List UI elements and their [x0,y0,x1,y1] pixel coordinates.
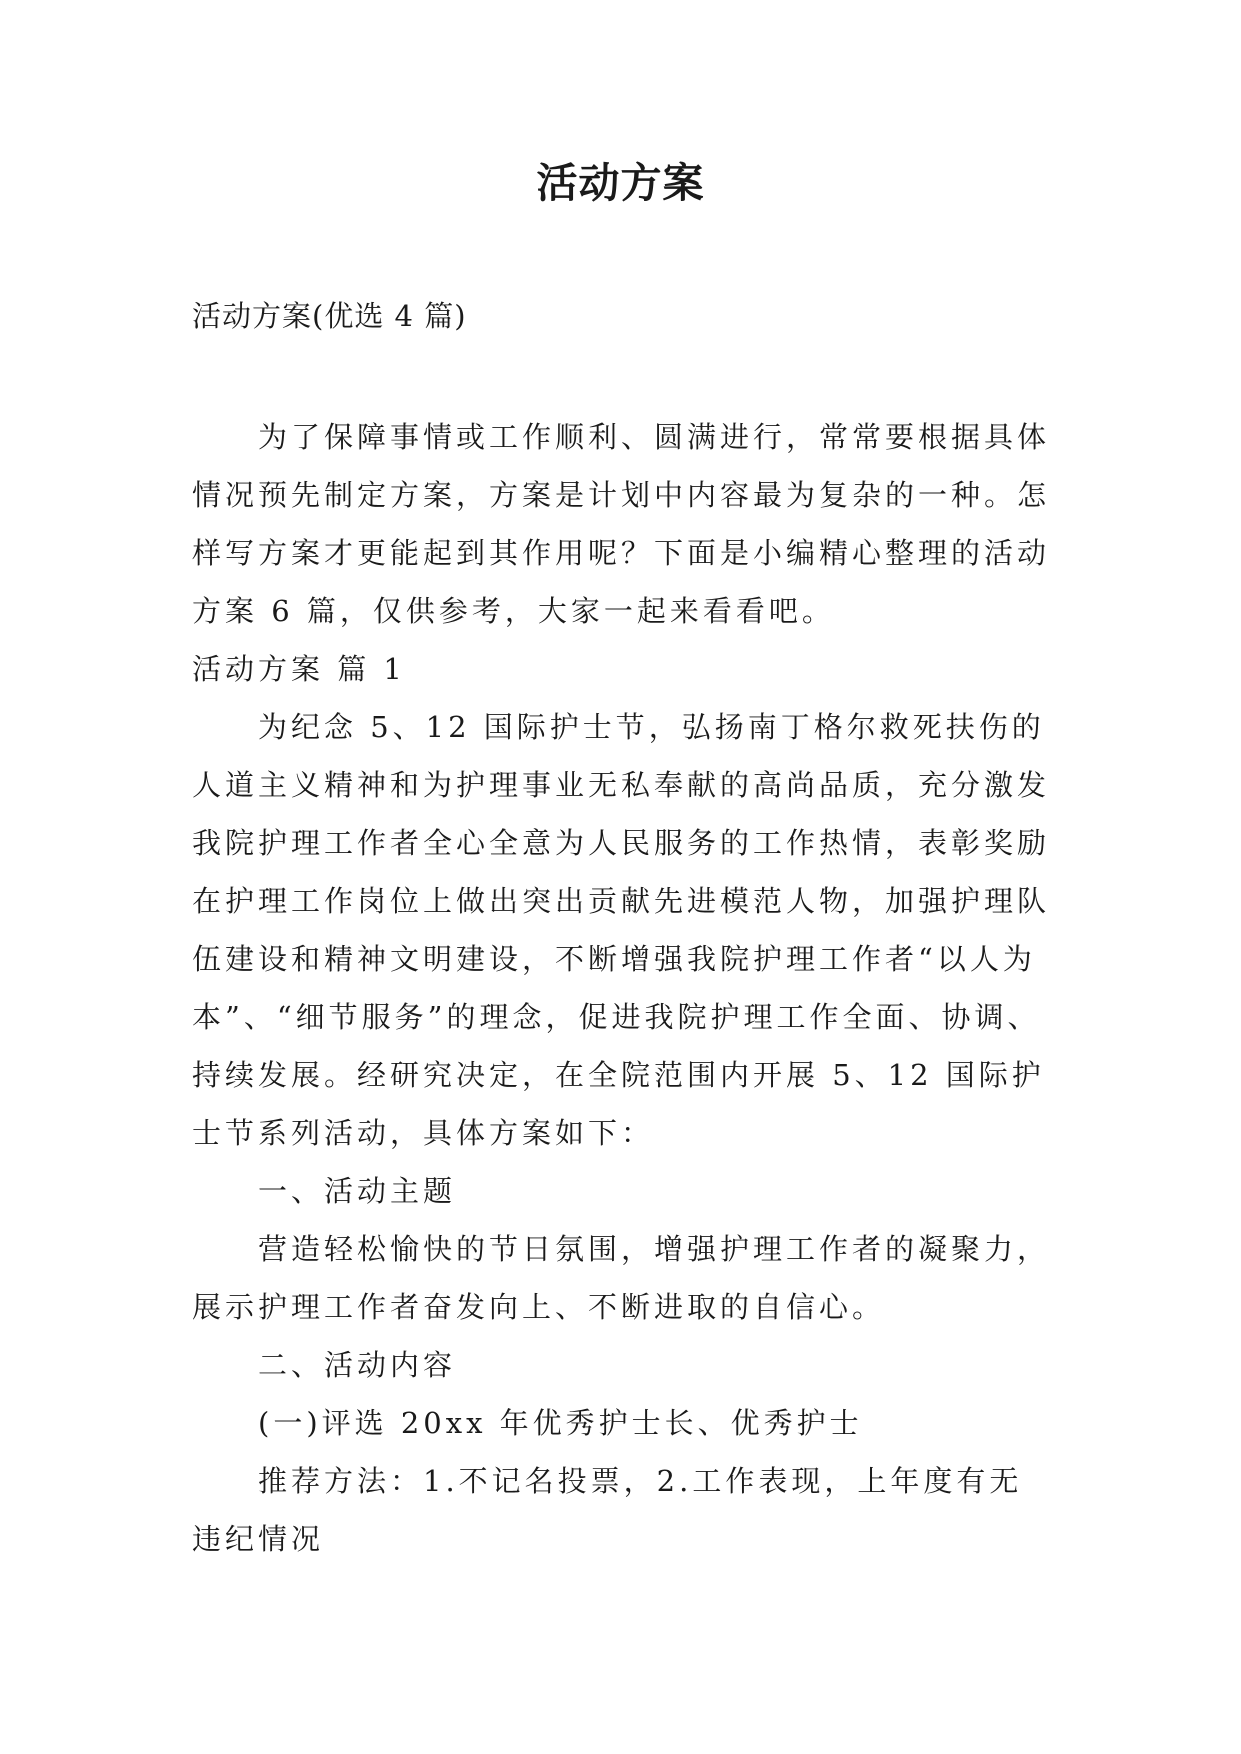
section-heading-part-1: 活动方案 篇 1 [192,652,406,686]
document-title: 活动方案 [536,159,705,207]
document-subtitle: 活动方案(优选 4 篇) [192,299,467,333]
subheading-content: 二、活动内容 [258,1348,457,1382]
list-item: (一)评选 20xx 年优秀护士长、优秀护士 [258,1406,863,1440]
body-paragraph: 为纪念 5、12 国际护士节，弘扬南丁格尔救死扶伤的人道主义精神和为护理事业无私奉献的高尚品质，充分激发我院护理工作者全心全意为人民服务的工作热情，表彰奖励在护理工作岗位上做出突出贡献先进模范人物，加强护理队伍建设和精神文明建设，不断增强我院护理工作者“以人为本”、“细节服务”的理念，促进我院护理工作全面、协调、持续发展。经研究决定，在全院范围内开展 5、12 国际护士节系列活动，具体方案如下： [192,710,1051,1150]
document-body [192,408,1052,1568]
subheading-theme: 一、活动主题 [258,1174,457,1208]
intro-paragraph: 为了保障事情或工作顺利、圆满进行，常常要根据具体情况预先制定方案，方案是计划中内容最为复杂的一种。怎样写方案才更能起到其作用呢？下面是小编精心整理的活动方案 6 篇，仅供参考，大家一起来看看吧。 [192,420,1051,628]
body-paragraph: 营造轻松愉快的节日氛围，增强护理工作者的凝聚力，展示护理工作者奋发向上、不断进取的自信心。 [192,1232,1051,1324]
list-item: 推荐方法：1.不记名投票，2.工作表现，上年度有无违纪情况 [192,1464,1023,1556]
